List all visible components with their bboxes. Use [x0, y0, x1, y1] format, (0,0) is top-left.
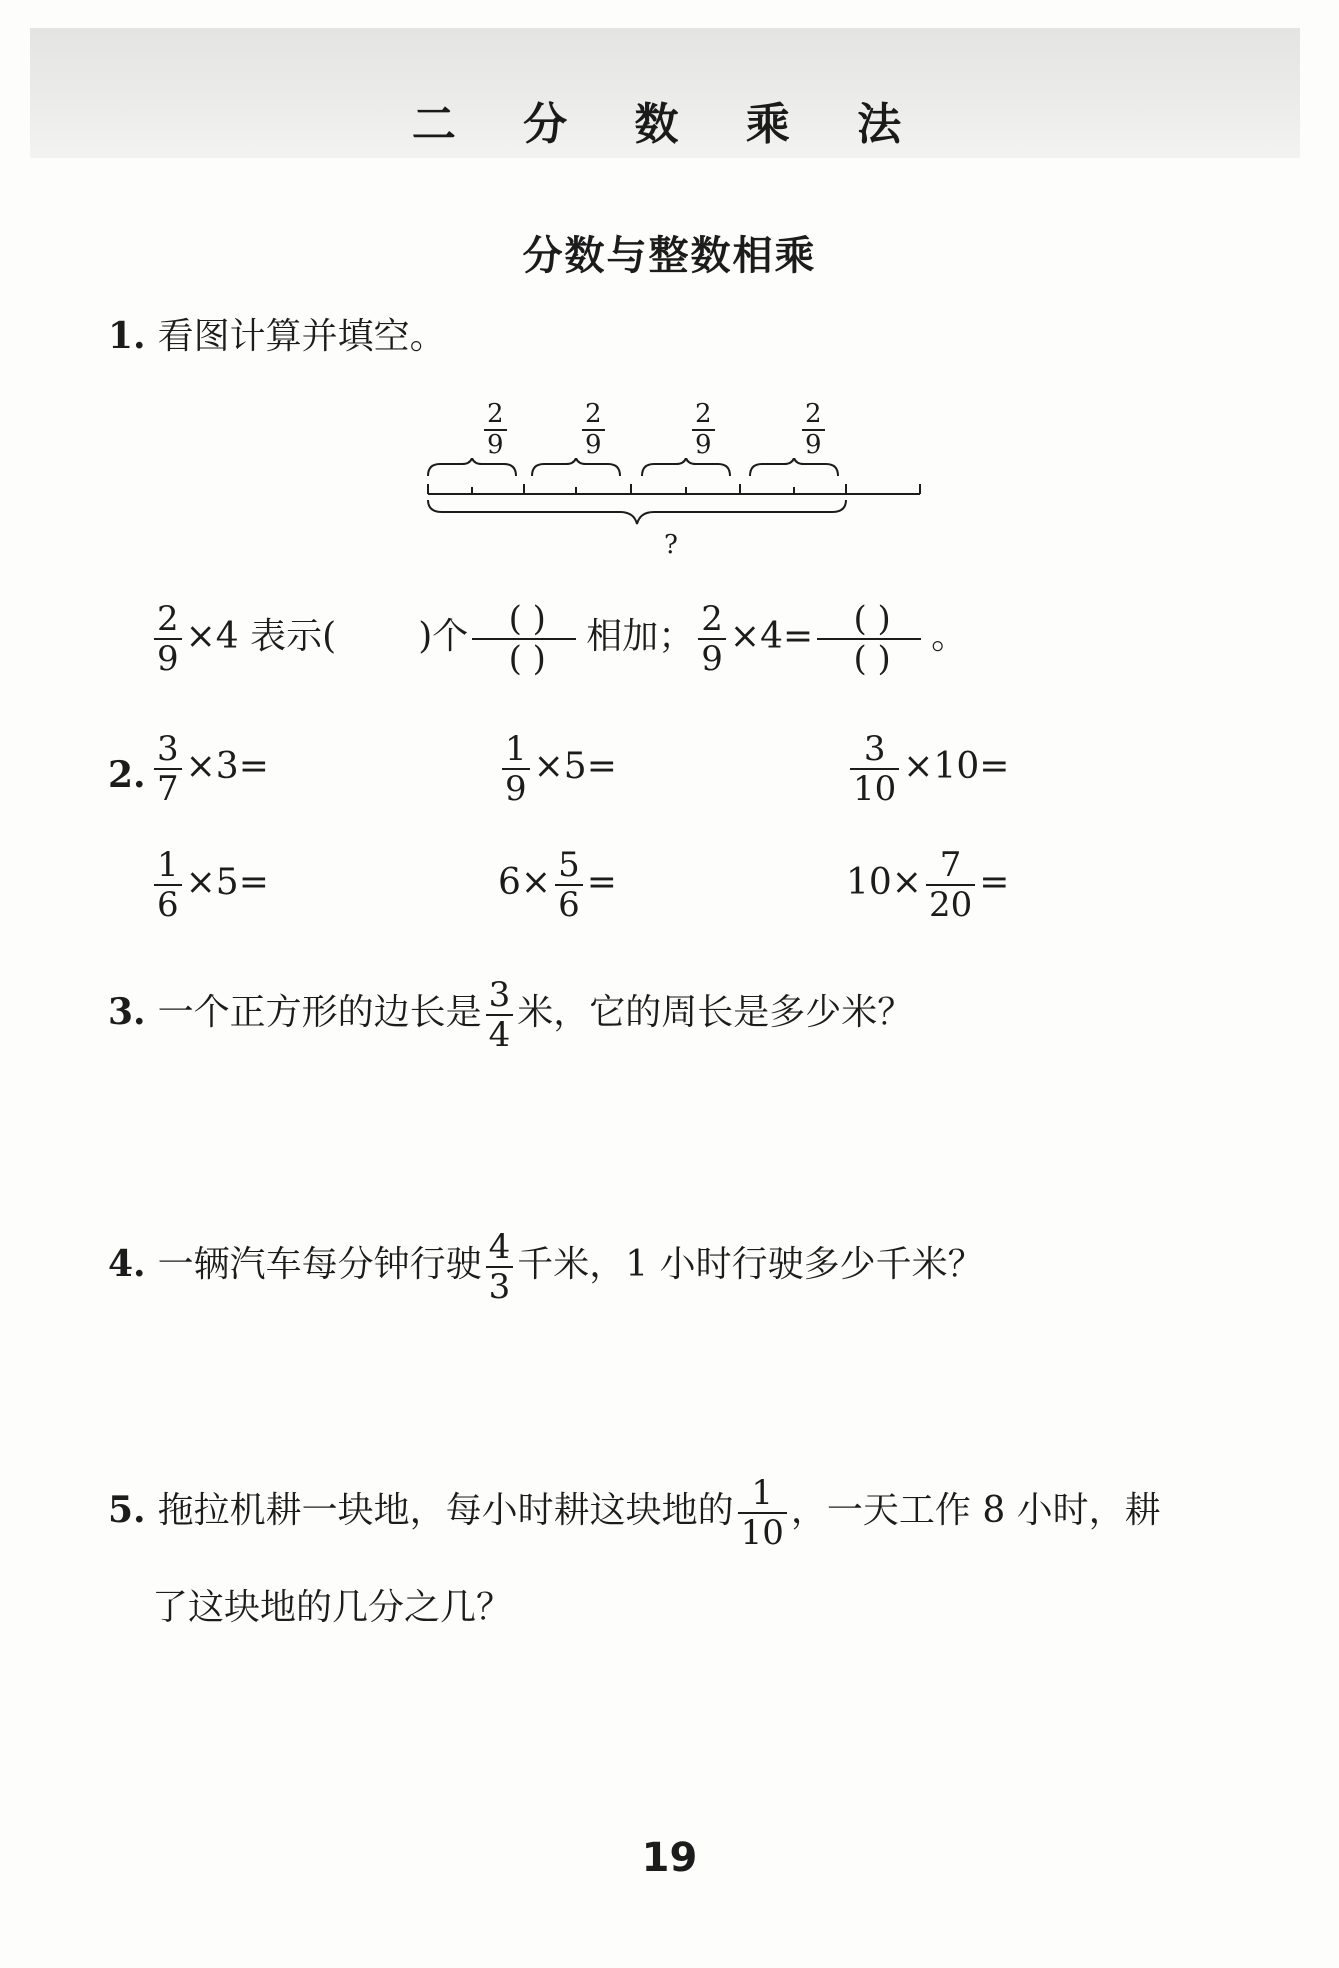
question-5-line-2: 了这块地的几分之几？: [152, 1587, 513, 1628]
segment-fraction-1: $\frac{2}{9}$: [480, 400, 511, 459]
top-brace-4: [750, 458, 838, 476]
answer-blank-fraction-1[interactable]: $\frac{( )}{( )}$: [472, 600, 582, 678]
question-mark: ?: [664, 530, 678, 560]
chapter-title: 二 分 数 乘 法: [411, 99, 928, 150]
question-2-number: 2.: [108, 754, 146, 796]
question-1: [108, 315, 446, 357]
question-text: 看图计算并填空。: [157, 316, 446, 357]
question-5: 5. 拖拉机耕一块地，每小时耕这块地的 $\frac{1}{10}$ ，一天工作 8 小时，耕: [108, 1473, 1161, 1554]
question-3: 3. 一个正方形的边长是 $\frac{3}{4}$ 米，它的周长是多少米？: [108, 975, 914, 1056]
fraction-2-9-second: $\frac{2}{9}$: [698, 600, 726, 678]
line-segment-diagram: [420, 458, 940, 550]
question-4: 4. 一辆汽车每分钟行驶 $\frac{4}{3}$ 千米，1 小时行驶多少千米？: [108, 1227, 984, 1308]
calc-item-4: $\frac{1}{6}$ ×5=: [150, 846, 269, 924]
top-brace-3: [642, 458, 730, 476]
calc-item-5: 6× $\frac{5}{6}$ =: [498, 845, 617, 926]
answer-blank-fraction-2[interactable]: $\frac{( )}{( )}$: [817, 600, 927, 678]
calc-item-1: $\frac{3}{7}$ ×3=: [150, 730, 269, 808]
calc-item-2: $\frac{1}{9}$ ×5=: [498, 730, 617, 808]
page-number: 19: [641, 1835, 698, 1881]
segment-fraction-4: $\frac{2}{9}$: [798, 400, 829, 459]
calc-item-3: $\frac{3}{10}$ ×10=: [846, 730, 1009, 808]
top-brace-1: [428, 458, 516, 476]
bottom-brace: [428, 500, 846, 524]
calc-item-6: 10× $\frac{7}{20}$ =: [846, 845, 1010, 926]
question-1-fill: $\frac{2}{9}$ ×4 表示( )个 $\frac{( )}{( )}$ 相加； $\frac{2}{9}$ ×4= $\frac{( )}{( )}$ 。: [150, 600, 967, 678]
segment-fraction-2: $\frac{2}{9}$: [578, 400, 609, 459]
top-brace-2: [532, 458, 620, 476]
segment-fraction-3: $\frac{2}{9}$: [688, 400, 719, 459]
question-number: 1.: [108, 315, 146, 357]
section-title: 分数与整数相乘: [522, 233, 817, 279]
fraction-2-9: $\frac{2}{9}$: [154, 600, 182, 678]
